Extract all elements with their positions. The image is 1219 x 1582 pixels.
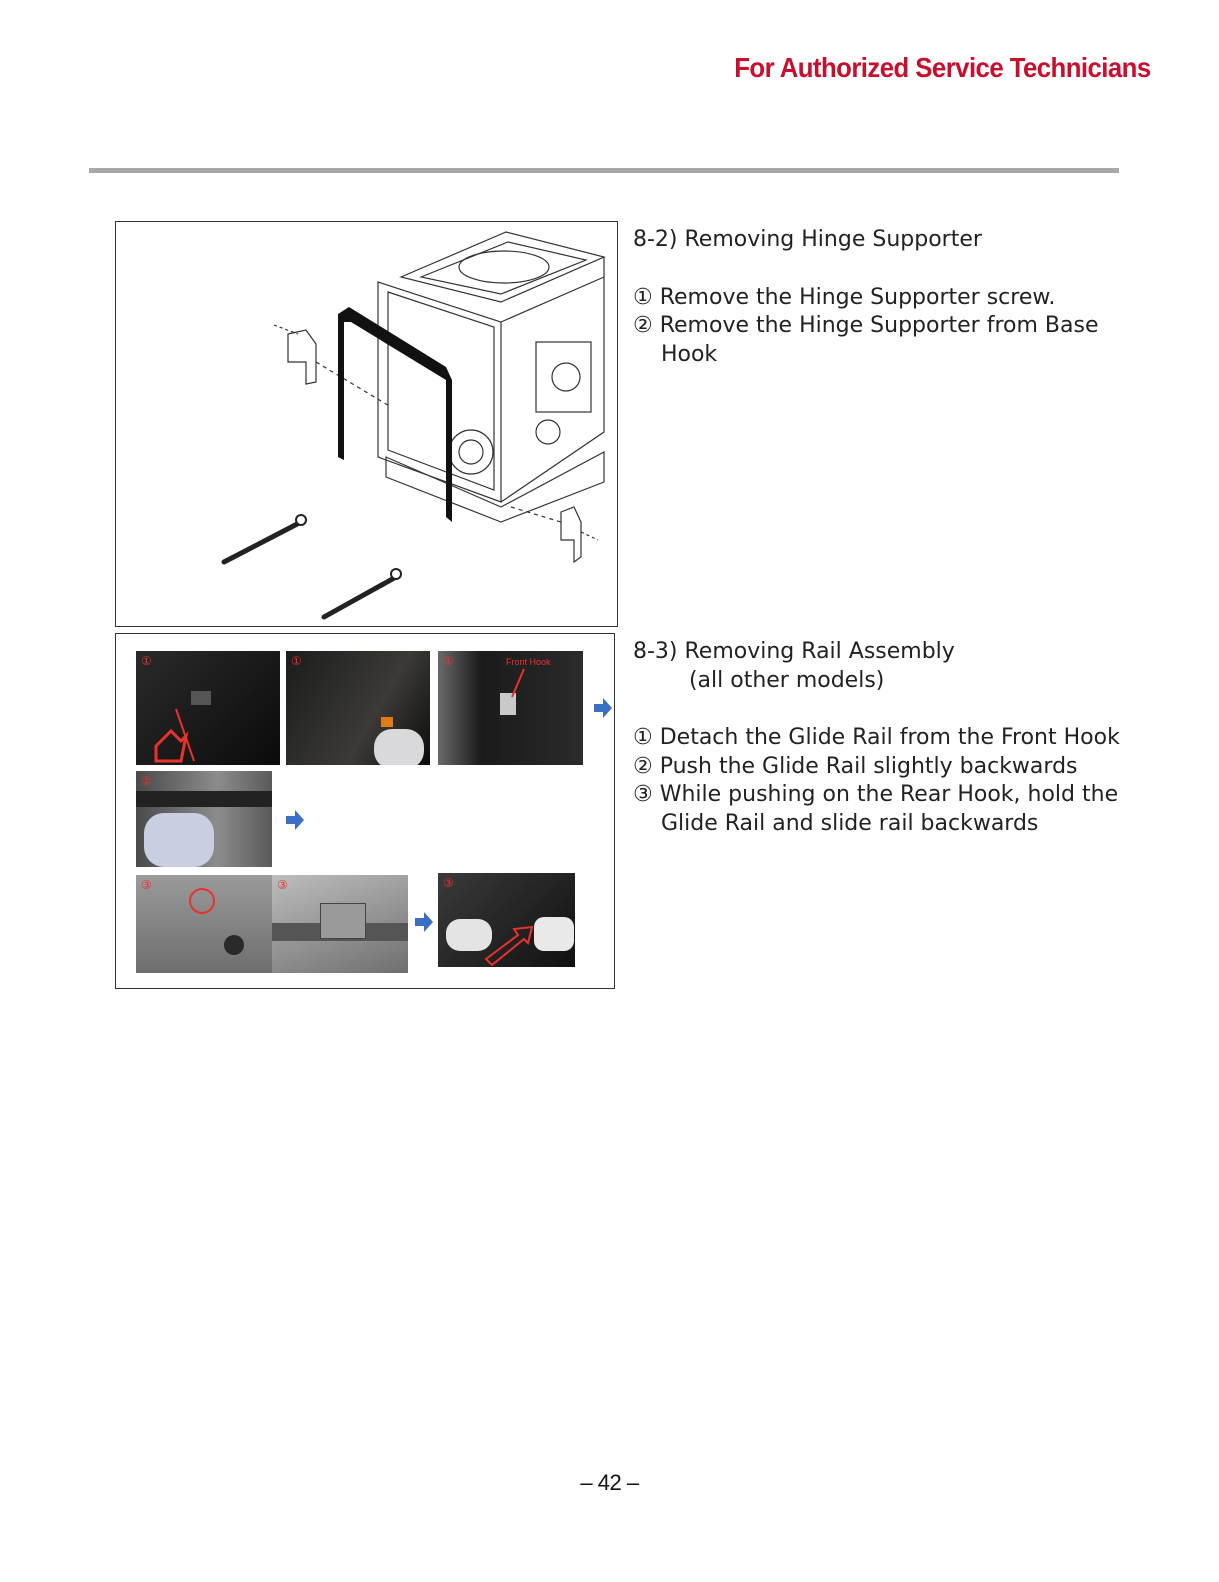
section-8-3-heading: 8-3) Removing Rail Assembly (633, 639, 955, 664)
rail-assembly-photos (115, 633, 615, 989)
section-8-3-step-2: ② Push the Glide Rail slightly backwards (633, 753, 1078, 779)
photo-front-hook-2 (286, 651, 430, 765)
step-marker: ② (141, 774, 152, 788)
section-8-2-step-2-cont: Hook (633, 341, 718, 367)
step-marker: ① (443, 654, 454, 668)
step-marker: ③ (277, 878, 288, 892)
section-8-2-text (633, 226, 1098, 369)
photo-front-hook-1 (136, 651, 280, 765)
section-8-3-step-1: ① Detach the Glide Rail from the Front Hook (633, 725, 1120, 750)
section-8-3-step-3: ③ While pushing on the Rear Hook, hold the (633, 782, 1119, 807)
section-8-3-subheading: (all other models) (633, 667, 885, 693)
section-8-2-heading: 8-2) Removing Hinge Supporter (633, 227, 982, 252)
front-hook-label: Front Hook (506, 657, 551, 667)
photo-rear-hook-2 (272, 875, 408, 973)
section-8-3-text (633, 638, 1120, 838)
header-title: For Authorized Service Technicians (734, 52, 1151, 83)
photo-front-hook-3 (438, 651, 583, 765)
next-arrow-icon (415, 912, 433, 936)
dishwasher-exploded-drawing (116, 222, 618, 627)
section-8-2-step-2: ② Remove the Hinge Supporter from Base (633, 313, 1099, 338)
next-arrow-icon (286, 810, 304, 834)
header-rule (89, 168, 1119, 173)
photo-slide-rail-back (438, 873, 575, 967)
section-8-2-step-1: ① Remove the Hinge Supporter screw. (633, 284, 1056, 310)
step-marker: ① (141, 654, 152, 668)
step-marker: ③ (141, 878, 152, 892)
step-marker: ③ (443, 876, 454, 890)
page-number: – 42 – (580, 1470, 639, 1495)
photo-push-rail (136, 771, 272, 867)
hinge-supporter-diagram (115, 221, 618, 627)
section-8-3-step-3-cont: Glide Rail and slide rail backwards (633, 810, 1039, 836)
photo-rear-hook-1 (136, 875, 272, 973)
step-marker: ① (291, 654, 302, 668)
next-arrow-icon (594, 698, 612, 722)
